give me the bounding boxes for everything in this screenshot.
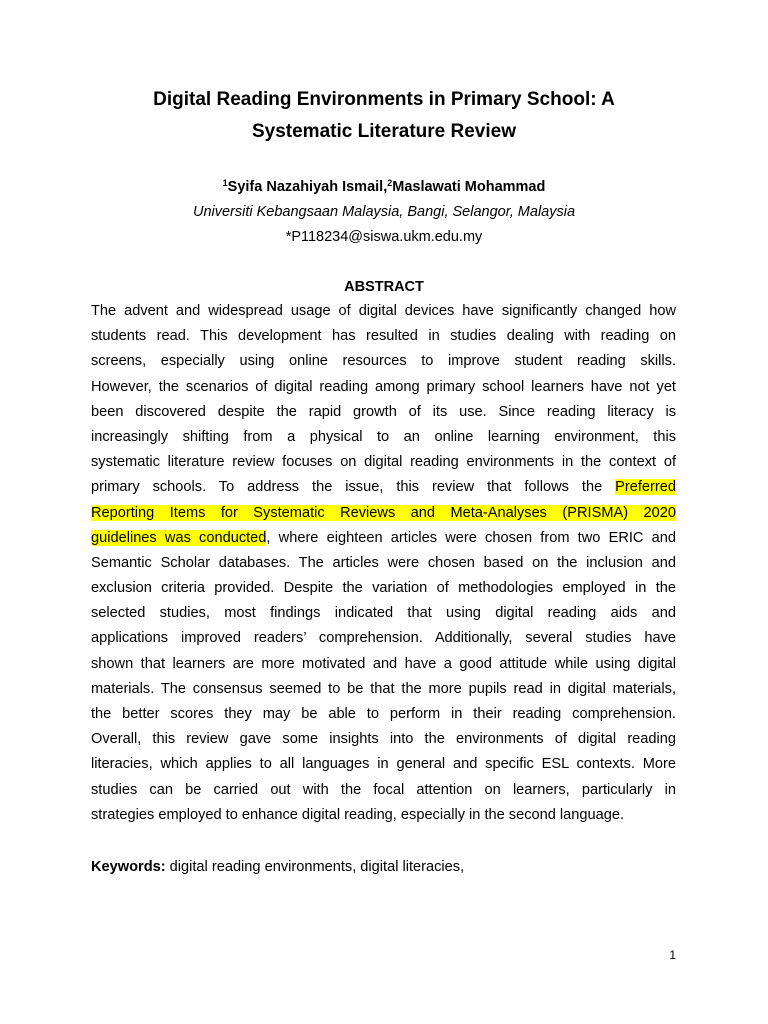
author-2-name: Maslawati Mohammad xyxy=(392,179,546,195)
paper-title-line-2: Systematic Literature Review xyxy=(251,121,516,142)
paper-title xyxy=(60,84,708,148)
abstract-text-segment: primary schools. To address the issue, this review that follows the xyxy=(91,479,616,496)
abstract-line: the better scores they may be able to perform in their reading comprehension. xyxy=(91,706,676,722)
abstract-line: systematic literature review focuses on digital reading environments in the context of xyxy=(91,454,676,471)
keywords xyxy=(91,857,676,877)
abstract-line xyxy=(91,526,676,551)
abstract-line: The advent and widespread usage of digital devices have significantly changed how xyxy=(91,303,676,319)
abstract-line xyxy=(91,475,676,500)
paper-title-line-1: Digital Reading Environments in Primary School: A xyxy=(153,89,615,110)
abstract-heading: ABSTRACT xyxy=(344,279,424,295)
abstract-line: strategies employed to enhance digital reading, especially in the second language. xyxy=(91,806,625,823)
abstract-line: studies can be carried out with the focal attention on learners, particularly in xyxy=(91,781,676,798)
highlighted-text: guidelines was conducted xyxy=(91,529,267,546)
abstract-line: increasingly shifting from a physical to an online learning environment, this xyxy=(91,428,676,445)
abstract-line: been discovered despite the rapid growth of its use. Since reading literacy is xyxy=(91,403,676,420)
author-list xyxy=(60,177,708,197)
author-email: *P118234@siswa.ukm.edu.my xyxy=(285,229,483,245)
abstract-line: literacies, which applies to all languages in general and specific ESL contexts. More xyxy=(91,756,676,773)
abstract-line: Overall, this review gave some insights into the environments of digital reading xyxy=(91,731,676,748)
abstract-line: applications improved readers’ comprehension. Additionally, several studies have xyxy=(91,630,676,647)
highlighted-text: Reporting Items for Systematic Reviews and Meta-Analyses (PRISMA) 2020 xyxy=(91,504,676,521)
keywords-label: Keywords: xyxy=(91,859,166,875)
author-1-affiliation-marker: 1 xyxy=(222,178,228,188)
keywords-text: digital reading environments, digital literacies, xyxy=(165,859,465,875)
abstract-text-segment: , where eighteen articles were chosen from two ERIC and xyxy=(266,529,676,546)
abstract-line: screens, especially using online resources to improve student reading skills. xyxy=(91,353,676,370)
highlighted-text: Preferred xyxy=(615,479,676,496)
abstract-line: materials. The consensus seemed to be that the more pupils read in digital materials, xyxy=(91,680,676,697)
abstract-line: selected studies, most findings indicated that using digital reading aids and xyxy=(91,605,676,622)
abstract-line: exclusion criteria provided. Despite the variation of methodologies employed in the xyxy=(91,580,676,597)
abstract-line: However, the scenarios of digital reading among primary school learners have not yet xyxy=(91,378,676,395)
abstract-line: Semantic Scholar databases. The articles were chosen based on the inclusion and xyxy=(91,554,676,571)
abstract-line: shown that learners are more motivated and have a good attitude while using digital xyxy=(91,655,676,672)
abstract-line xyxy=(91,501,676,526)
author-1-name: Syifa Nazahiyah Ismail, xyxy=(227,179,388,195)
abstract-body xyxy=(91,299,676,828)
author-affiliation: Universiti Kebangsaan Malaysia, Bangi, Selangor, Malaysia xyxy=(192,204,576,220)
page-number: 1 xyxy=(669,948,676,962)
author-2-affiliation-marker: 2 xyxy=(387,178,393,188)
abstract-line: students read. This development has resulted in studies dealing with reading on xyxy=(91,328,676,345)
